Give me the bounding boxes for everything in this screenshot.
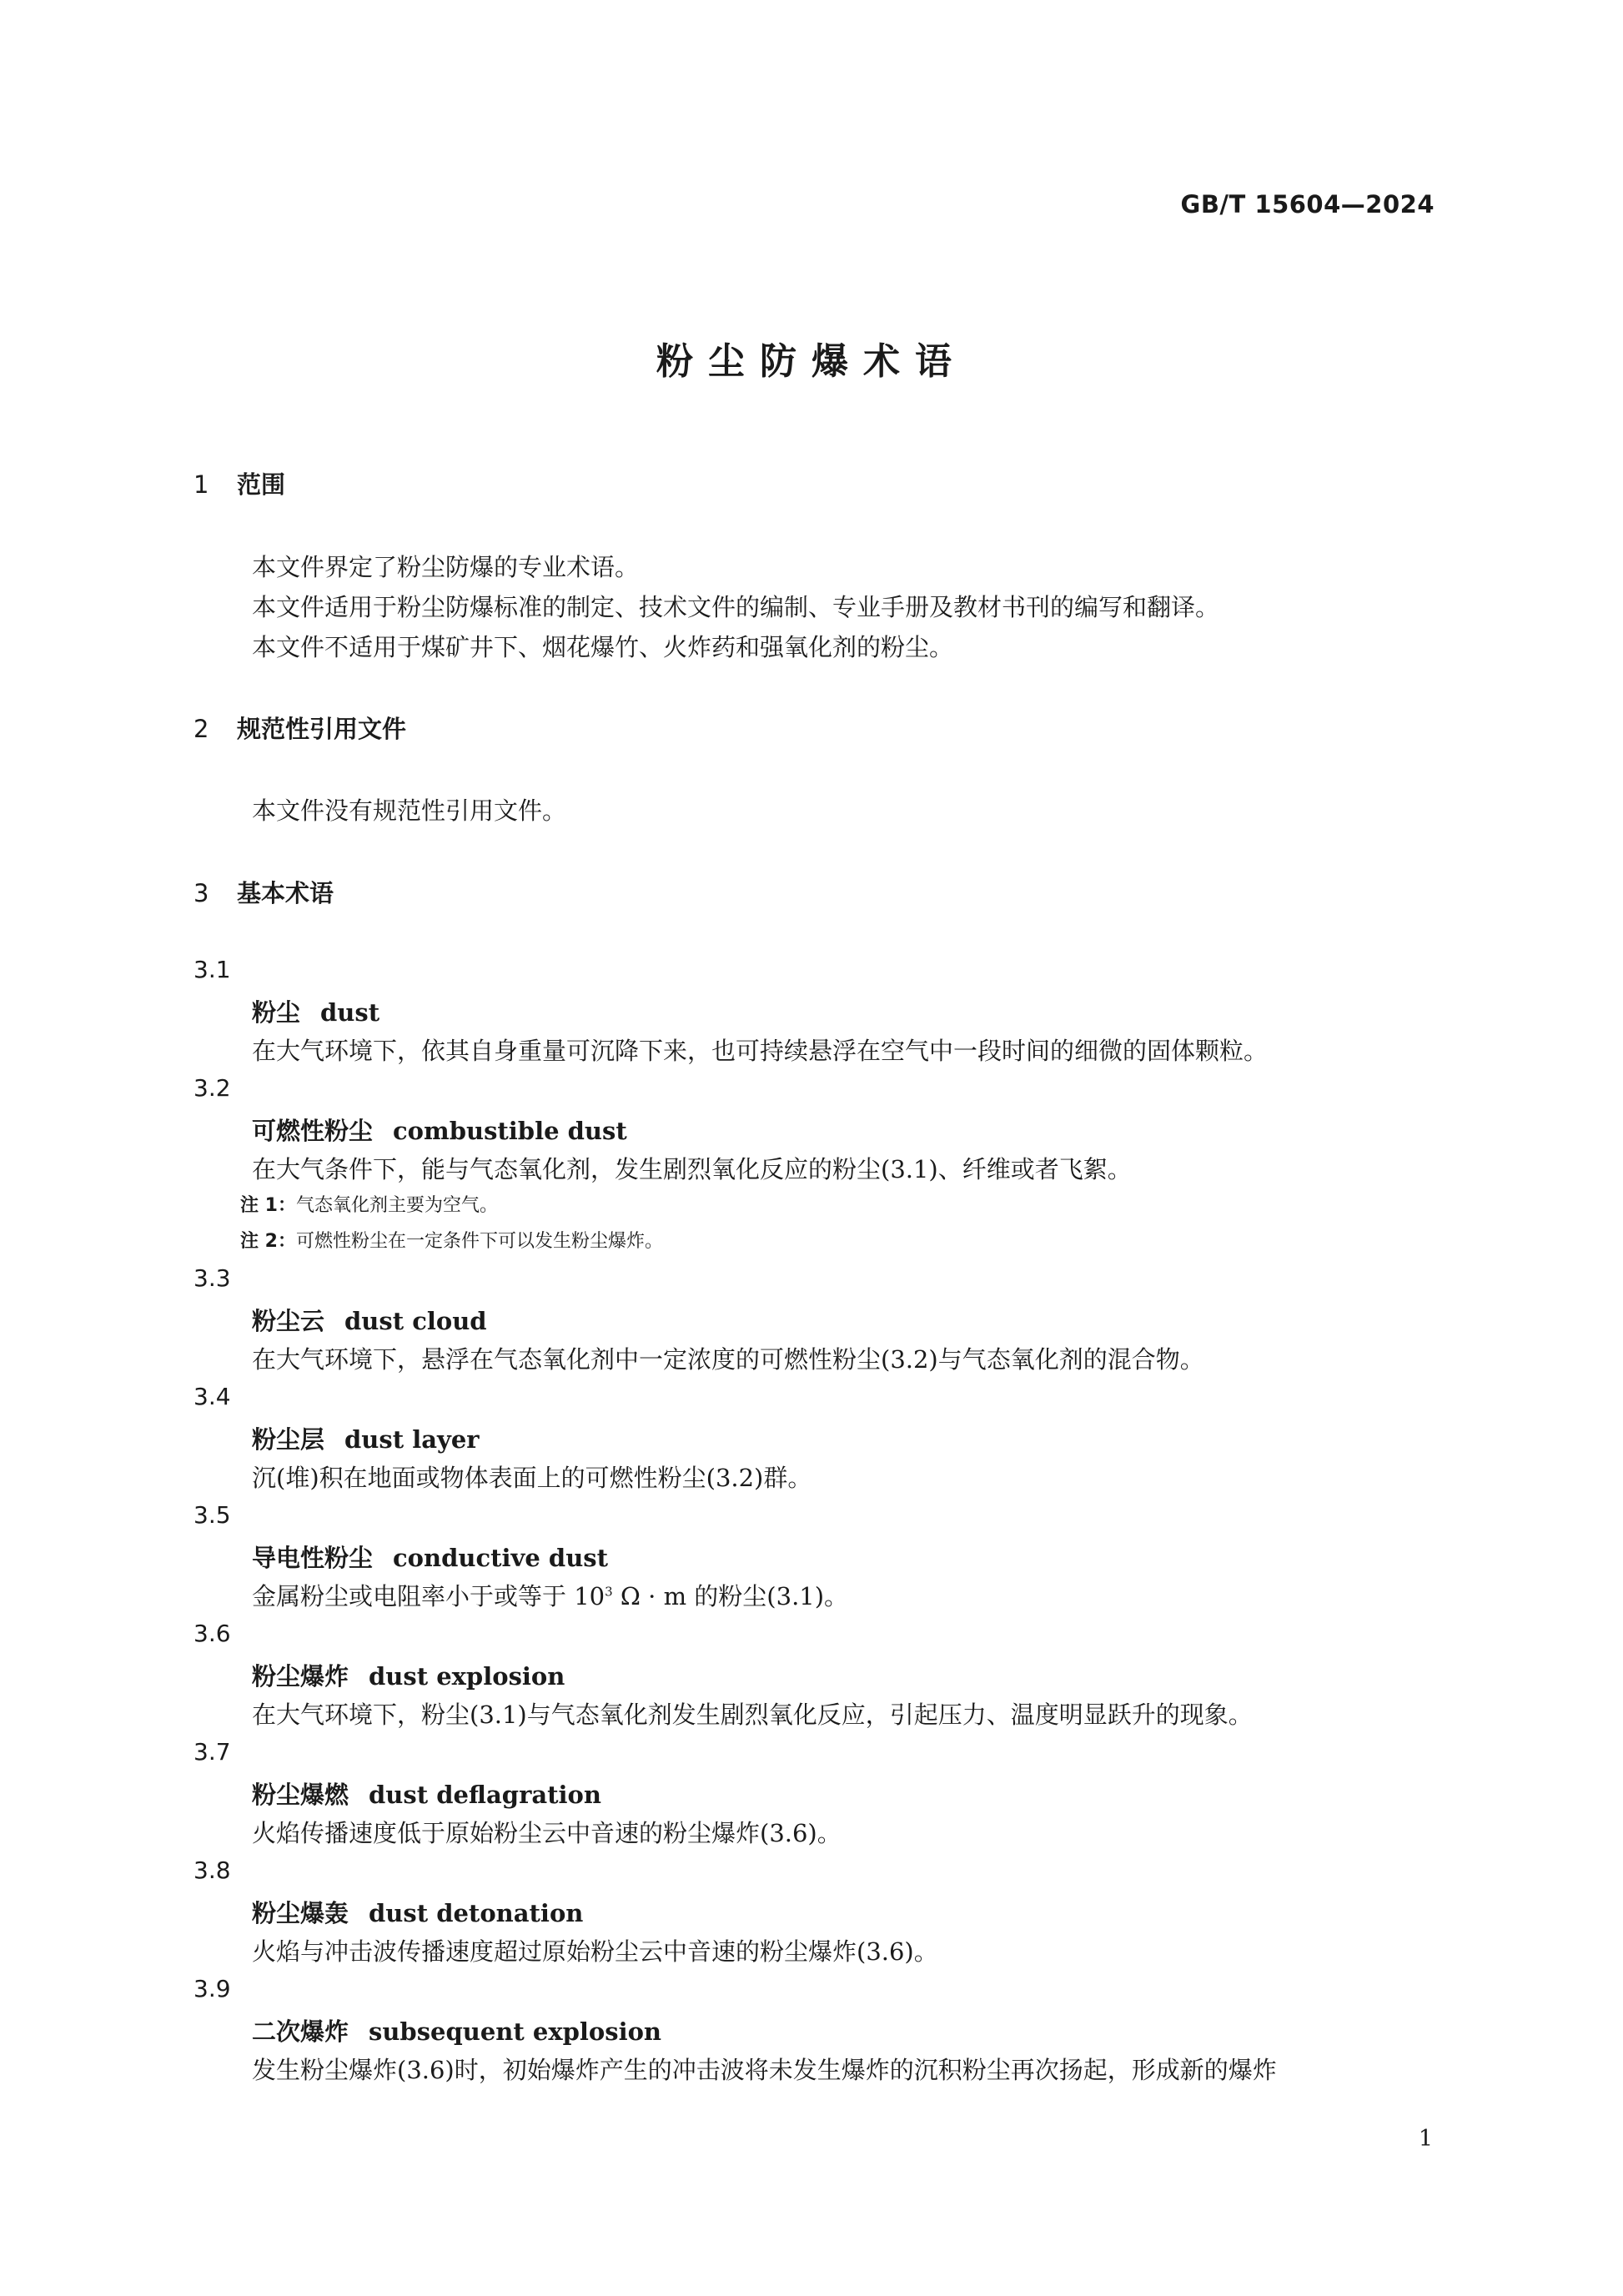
section-title: 规范性引用文件 — [237, 715, 407, 743]
term-note — [240, 1191, 498, 1217]
term-definition: 沉(堆)积在地面或物体表面上的可燃性粉尘(3.2)群。 — [252, 1464, 812, 1492]
term-en: dust layer — [344, 1425, 480, 1454]
paragraph: 本文件不适用于煤矿井下、烟花爆竹、火炸药和强氧化剂的粉尘。 — [252, 633, 954, 661]
term-zh: 二次爆炸 — [252, 2017, 349, 2046]
standard-code: GB/T 15604—2024 — [1180, 190, 1435, 219]
section-number: 1 — [193, 470, 209, 499]
term-zh: 粉尘爆轰 — [252, 1899, 349, 1927]
note-label: 注 2： — [240, 1231, 296, 1252]
term-en: conductive dust — [393, 1544, 609, 1572]
term-name — [252, 1895, 583, 1929]
term-zh: 可燃性粉尘 — [252, 1117, 374, 1145]
term-note — [240, 1227, 663, 1253]
definition-text: 金属粉尘或电阻率小于或等于 10 — [252, 1582, 605, 1610]
term-name — [252, 1113, 627, 1147]
section-heading-2 — [193, 711, 406, 745]
term-en: dust explosion — [369, 1662, 565, 1691]
term-number: 3.2 — [193, 1074, 231, 1102]
note-text: 气态氧化剂主要为空气。 — [295, 1195, 498, 1216]
term-en: dust detonation — [369, 1899, 584, 1927]
term-zh: 粉尘层 — [252, 1425, 325, 1454]
term-number: 3.8 — [193, 1856, 231, 1884]
section-heading-1 — [193, 466, 285, 500]
term-definition: 在大气环境下，粉尘(3.1)与气态氧化剂发生剧烈氧化反应，引起压力、温度明显跃升的现象。 — [252, 1701, 1253, 1729]
term-en: subsequent explosion — [369, 2017, 662, 2046]
term-name — [252, 1540, 608, 1574]
note-label: 注 1： — [240, 1195, 296, 1216]
term-number: 3.5 — [193, 1501, 231, 1529]
section-number: 2 — [193, 715, 209, 743]
term-number: 3.1 — [193, 956, 231, 983]
paragraph: 本文件没有规范性引用文件。 — [252, 796, 567, 825]
paragraph: 本文件界定了粉尘防爆的专业术语。 — [252, 553, 640, 581]
term-definition — [252, 1578, 848, 1612]
term-definition: 发生粉尘爆炸(3.6)时，初始爆炸产生的冲击波将未发生爆炸的沉积粉尘再次扬起，形成新的爆炸 — [252, 2056, 1277, 2084]
term-definition: 在大气条件下，能与气态氧化剂，发生剧烈氧化反应的粉尘(3.1)、纤维或者飞絮。 — [252, 1155, 1132, 1183]
term-name — [252, 2013, 661, 2047]
section-number: 3 — [193, 879, 209, 907]
term-definition: 在大气环境下，依其自身重量可沉降下来，也可持续悬浮在空气中一段时间的细微的固体颗粒。 — [252, 1037, 1269, 1065]
term-en: combustible dust — [393, 1117, 627, 1145]
section-title: 范围 — [237, 470, 286, 499]
term-name — [252, 1421, 480, 1455]
term-zh: 粉尘爆燃 — [252, 1781, 349, 1809]
term-name — [252, 994, 379, 1028]
term-number: 3.3 — [193, 1264, 231, 1292]
section-title: 基本术语 — [237, 879, 334, 907]
term-zh: 粉尘 — [252, 998, 301, 1027]
term-definition: 火焰传播速度低于原始粉尘云中音速的粉尘爆炸(3.6)。 — [252, 1819, 842, 1847]
section-heading-3 — [193, 875, 334, 909]
term-en: dust — [320, 998, 380, 1027]
term-number: 3.7 — [193, 1738, 231, 1766]
paragraph: 本文件适用于粉尘防爆标准的制定、技术文件的编制、专业手册及教材书刊的编写和翻译。 — [252, 593, 1220, 621]
term-number: 3.6 — [193, 1620, 231, 1647]
term-number: 3.9 — [193, 1975, 231, 2002]
term-name — [252, 1658, 565, 1692]
page-number: 1 — [1418, 2126, 1433, 2152]
term-en: dust cloud — [344, 1307, 487, 1335]
term-definition: 火焰与冲击波传播速度超过原始粉尘云中音速的粉尘爆炸(3.6)。 — [252, 1937, 938, 1966]
term-definition: 在大气环境下，悬浮在气态氧化剂中一定浓度的可燃性粉尘(3.2)与气态氧化剂的混合物。 — [252, 1345, 1204, 1374]
term-name — [252, 1303, 487, 1337]
superscript: 3 — [605, 1584, 613, 1600]
definition-text: Ω · m 的粉尘(3.1)。 — [612, 1582, 849, 1610]
term-zh: 导电性粉尘 — [252, 1544, 374, 1572]
term-number: 3.4 — [193, 1383, 231, 1410]
term-zh: 粉尘云 — [252, 1307, 325, 1335]
term-zh: 粉尘爆炸 — [252, 1662, 349, 1691]
term-name — [252, 1776, 601, 1811]
term-en: dust deflagration — [369, 1781, 601, 1809]
note-text: 可燃性粉尘在一定条件下可以发生粉尘爆炸。 — [295, 1231, 663, 1252]
document-title: 粉尘防爆术语 — [656, 340, 967, 383]
